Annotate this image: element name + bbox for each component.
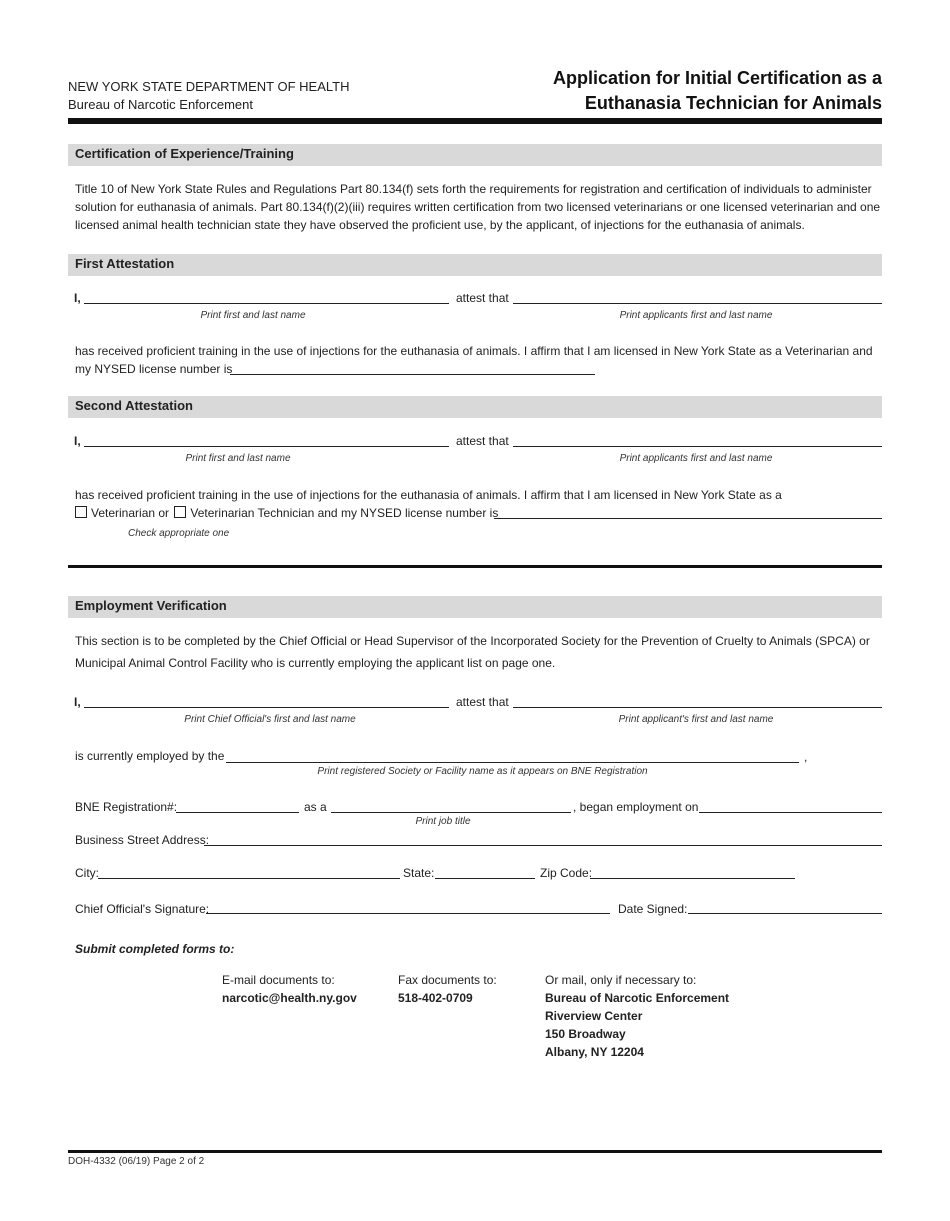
fax-number: 518-402-0709 <box>398 991 473 1005</box>
society-name-caption: Print registered Society or Facility name as it appears on BNE Registration <box>317 766 648 777</box>
mail-address-line3: 150 Broadway <box>545 1027 626 1041</box>
first-statement-line1: has received proficient training in the use of injections for the euthanasia of animals. I affirm that I am licensed in New York State as a Veterinarian and <box>75 344 873 358</box>
employment-date-field[interactable] <box>699 812 882 813</box>
began-employment-label: , began employment on <box>573 800 699 814</box>
submit-heading: Submit completed forms to: <box>75 942 235 956</box>
form-title-line2: Euthanasia Technician for Animals <box>584 93 882 113</box>
bureau-name: Bureau of Narcotic Enforcement <box>68 97 253 112</box>
form-id: DOH-4332 (06/19) Page 2 of 2 <box>68 1156 205 1167</box>
business-address-field[interactable] <box>204 845 882 846</box>
mail-address-line1: Bureau of Narcotic Enforcement <box>545 991 730 1005</box>
as-a-label: as a <box>304 800 327 814</box>
zip-code-field[interactable] <box>590 878 795 879</box>
zip-code-label: Zip Code: <box>540 866 593 880</box>
check-caption: Check appropriate one <box>128 528 230 539</box>
first-attester-name-field[interactable] <box>84 303 449 304</box>
employment-i-label: I, <box>74 695 81 709</box>
cert-para-line3: licensed animal health technician state they have observed the proficient use, by the applicant, of injections for the euthanasia of animals. <box>75 218 805 232</box>
employed-by-label: is currently employed by the <box>75 749 225 763</box>
city-field[interactable] <box>98 878 400 879</box>
state-label: State: <box>403 866 435 880</box>
section-heading-employment: Employment Verification <box>68 596 882 618</box>
footer-rule <box>68 1150 882 1153</box>
email-address[interactable]: narcotic@health.ny.gov <box>222 991 357 1005</box>
mail-address-line2: Riverview Center <box>545 1009 643 1023</box>
header-rule <box>68 118 882 124</box>
cert-para-line1: Title 10 of New York State Rules and Regulations Part 80.134(f) sets forth the requirements for registration and certification of individuals to administer <box>75 182 872 196</box>
second-i-label: I, <box>74 434 81 448</box>
city-label: City: <box>75 866 99 880</box>
cert-para-line2: solution for euthanasia of animals. Part 80.134(f)(2)(iii) requires written certification from two licensed veterinarians or one licensed veterinarian and one <box>75 200 881 214</box>
veterinarian-option-label: Veterinarian or <box>91 506 170 520</box>
department-name: NEW YORK STATE DEPARTMENT OF HEALTH <box>68 79 350 94</box>
section-divider <box>68 565 882 568</box>
job-title-caption: Print job title <box>415 816 471 827</box>
mail-label: Or mail, only if necessary to: <box>545 973 697 987</box>
second-applicant-name-field[interactable] <box>513 446 882 447</box>
date-signed-label: Date Signed: <box>618 902 688 916</box>
mail-address-line4: Albany, NY 12204 <box>545 1045 644 1059</box>
job-title-field[interactable] <box>331 812 571 813</box>
first-applicant-name-field[interactable] <box>513 303 882 304</box>
bne-registration-label: BNE Registration#: <box>75 800 178 814</box>
bne-registration-field[interactable] <box>176 812 299 813</box>
first-attest-that-label: attest that <box>456 291 509 305</box>
second-attester-name-field[interactable] <box>84 446 449 447</box>
employed-applicant-caption: Print applicant's first and last name <box>618 714 774 725</box>
section-heading-second-attestation: Second Attestation <box>68 396 882 418</box>
first-license-number-field[interactable] <box>230 374 595 375</box>
second-name-caption: Print first and last name <box>185 453 291 464</box>
first-statement-line2: my NYSED license number is <box>75 362 233 376</box>
first-applicant-caption: Print applicants first and last name <box>619 310 773 321</box>
employed-applicant-name-field[interactable] <box>513 707 882 708</box>
second-applicant-caption: Print applicants first and last name <box>619 453 773 464</box>
second-statement-line1: has received proficient training in the use of injections for the euthanasia of animals. I affirm that I am licensed in New York State as a <box>75 488 782 502</box>
date-signed-field[interactable] <box>688 913 882 914</box>
first-name-caption: Print first and last name <box>200 310 306 321</box>
form-title-line1: Application for Initial Certification as a <box>552 68 882 88</box>
email-label: E-mail documents to: <box>222 973 335 987</box>
signature-field[interactable] <box>206 913 610 914</box>
employed-by-comma: , <box>804 750 808 764</box>
official-name-caption: Print Chief Official's first and last name <box>184 714 356 725</box>
fax-label: Fax documents to: <box>398 973 497 987</box>
state-field[interactable] <box>435 878 535 879</box>
form-title <box>553 66 882 116</box>
veterinarian-checkbox[interactable] <box>75 506 87 518</box>
employment-para-line2: Municipal Animal Control Facility who is currently employing the applicant list on page one. <box>75 656 556 670</box>
business-address-label: Business Street Address: <box>75 833 210 847</box>
employment-attest-that-label: attest that <box>456 695 509 709</box>
society-name-field[interactable] <box>226 762 799 763</box>
vet-technician-option-label: Veterinarian Technician and my NYSED license number is <box>190 506 499 520</box>
official-name-field[interactable] <box>84 707 449 708</box>
license-type-options <box>75 504 498 522</box>
section-heading-certification: Certification of Experience/Training <box>68 144 882 166</box>
second-license-number-field[interactable] <box>494 518 882 519</box>
first-i-label: I, <box>74 291 81 305</box>
vet-technician-checkbox[interactable] <box>174 506 186 518</box>
second-attest-that-label: attest that <box>456 434 509 448</box>
signature-label: Chief Official's Signature: <box>75 902 210 916</box>
section-heading-first-attestation: First Attestation <box>68 254 882 276</box>
employment-para-line1: This section is to be completed by the Chief Official or Head Supervisor of the Incorporated Society for the Prevention of Cruelty to Animals (SPCA) or <box>75 634 870 648</box>
